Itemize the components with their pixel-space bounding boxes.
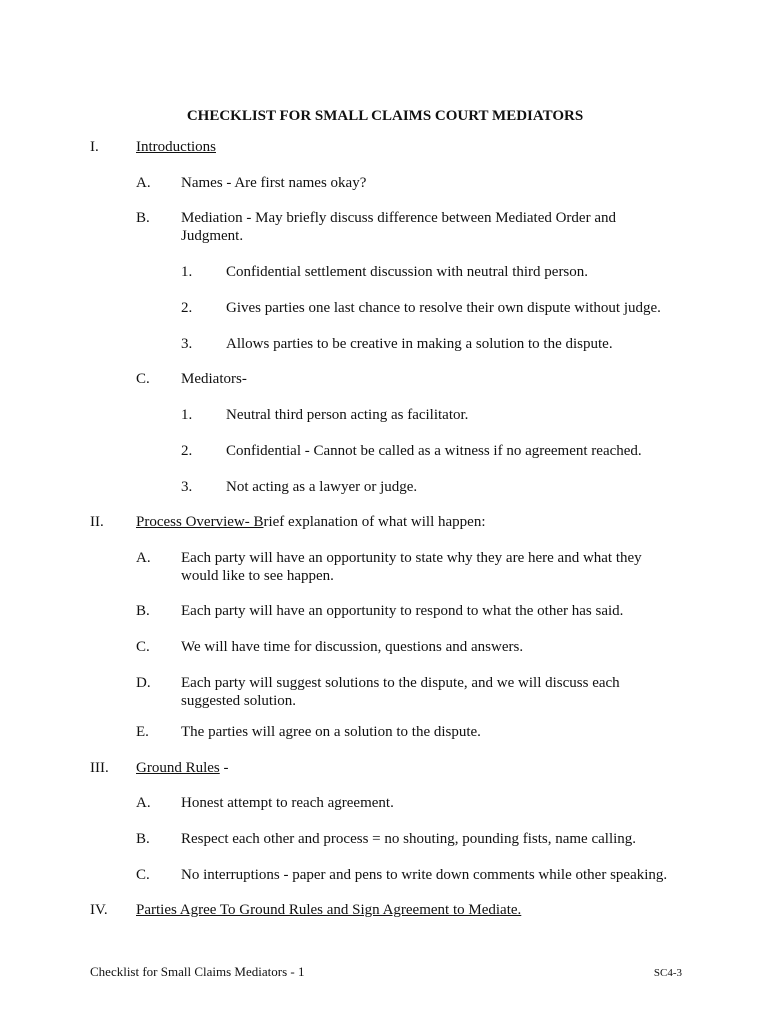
subitem-text: Gives parties one last chance to resolve their own dispute without judge. (226, 300, 661, 316)
item-text: The parties will agree on a solution to the dispute. (181, 724, 481, 740)
subitem-text: Confidential - Cannot be called as a witness if no agreement reached. (226, 443, 642, 459)
item-letter: B. (136, 831, 150, 847)
item-text: No interruptions - paper and pens to write down comments while other speaking. (181, 867, 668, 883)
item-text: Mediation - May briefly discuss difference between Mediated Order and Judgment. (181, 210, 616, 244)
subitem-number: 1. (181, 407, 193, 423)
item-letter: A. (136, 795, 151, 811)
item-text: Mediators- (181, 371, 247, 387)
section-heading-rest: - (219, 760, 229, 776)
item-letter: A. (136, 550, 151, 566)
section-heading-process-overview (136, 513, 486, 531)
subitem-text: Allows parties to be creative in making a solution to the dispute. (226, 336, 613, 352)
subitem-text: Not acting as a lawyer or judge. (226, 479, 418, 495)
subitem-text: Neutral third person acting as facilitator. (226, 407, 469, 423)
document-title: CHECKLIST FOR SMALL CLAIMS COURT MEDIATORS (186, 108, 584, 124)
section-heading-underlined: Process Overview- B (136, 514, 264, 530)
section-heading-underlined: Ground Rules (136, 760, 220, 776)
section-heading-ground-rules (136, 759, 229, 777)
subitem-number: 2. (181, 300, 193, 316)
item-text: Honest attempt to reach agreement. (181, 795, 394, 811)
subitem-number: 3. (181, 479, 193, 495)
section-number: I. (90, 139, 99, 155)
item-text: Names - Are first names okay? (181, 175, 367, 191)
subitem-text: Confidential settlement discussion with neutral third person. (226, 264, 589, 280)
section-heading-agreement: Parties Agree To Ground Rules and Sign Agreement to Mediate. (136, 902, 522, 918)
subitem-number: 2. (181, 443, 193, 459)
section-heading-rest: rief explanation of what will happen: (263, 514, 486, 530)
subitem-number: 3. (181, 336, 193, 352)
footer-form-code: SC4-3 (653, 967, 682, 979)
item-letter: C. (136, 867, 150, 883)
subitem-number: 1. (181, 264, 193, 280)
item-letter: A. (136, 175, 151, 191)
item-text: Each party will have an opportunity to respond to what the other has said. (181, 603, 624, 619)
section-heading-introductions: Introductions (136, 139, 216, 155)
section-number: IV. (90, 902, 108, 918)
item-text: We will have time for discussion, questions and answers. (181, 639, 524, 655)
item-letter: C. (136, 639, 150, 655)
item-letter: D. (136, 675, 151, 691)
section-number: III. (90, 760, 109, 776)
item-letter: C. (136, 371, 150, 387)
section-number: II. (90, 514, 104, 530)
item-letter: B. (136, 210, 150, 226)
item-letter: E. (136, 724, 149, 740)
item-text: Each party will suggest solutions to the dispute, and we will discuss each suggested solution. (181, 675, 620, 709)
footer-page-label: Checklist for Small Claims Mediators - 1 (90, 964, 305, 979)
item-text: Each party will have an opportunity to state why they are here and what they would like to see happen. (181, 550, 642, 584)
item-letter: B. (136, 603, 150, 619)
item-text: Respect each other and process = no shouting, pounding fists, name calling. (181, 831, 637, 847)
